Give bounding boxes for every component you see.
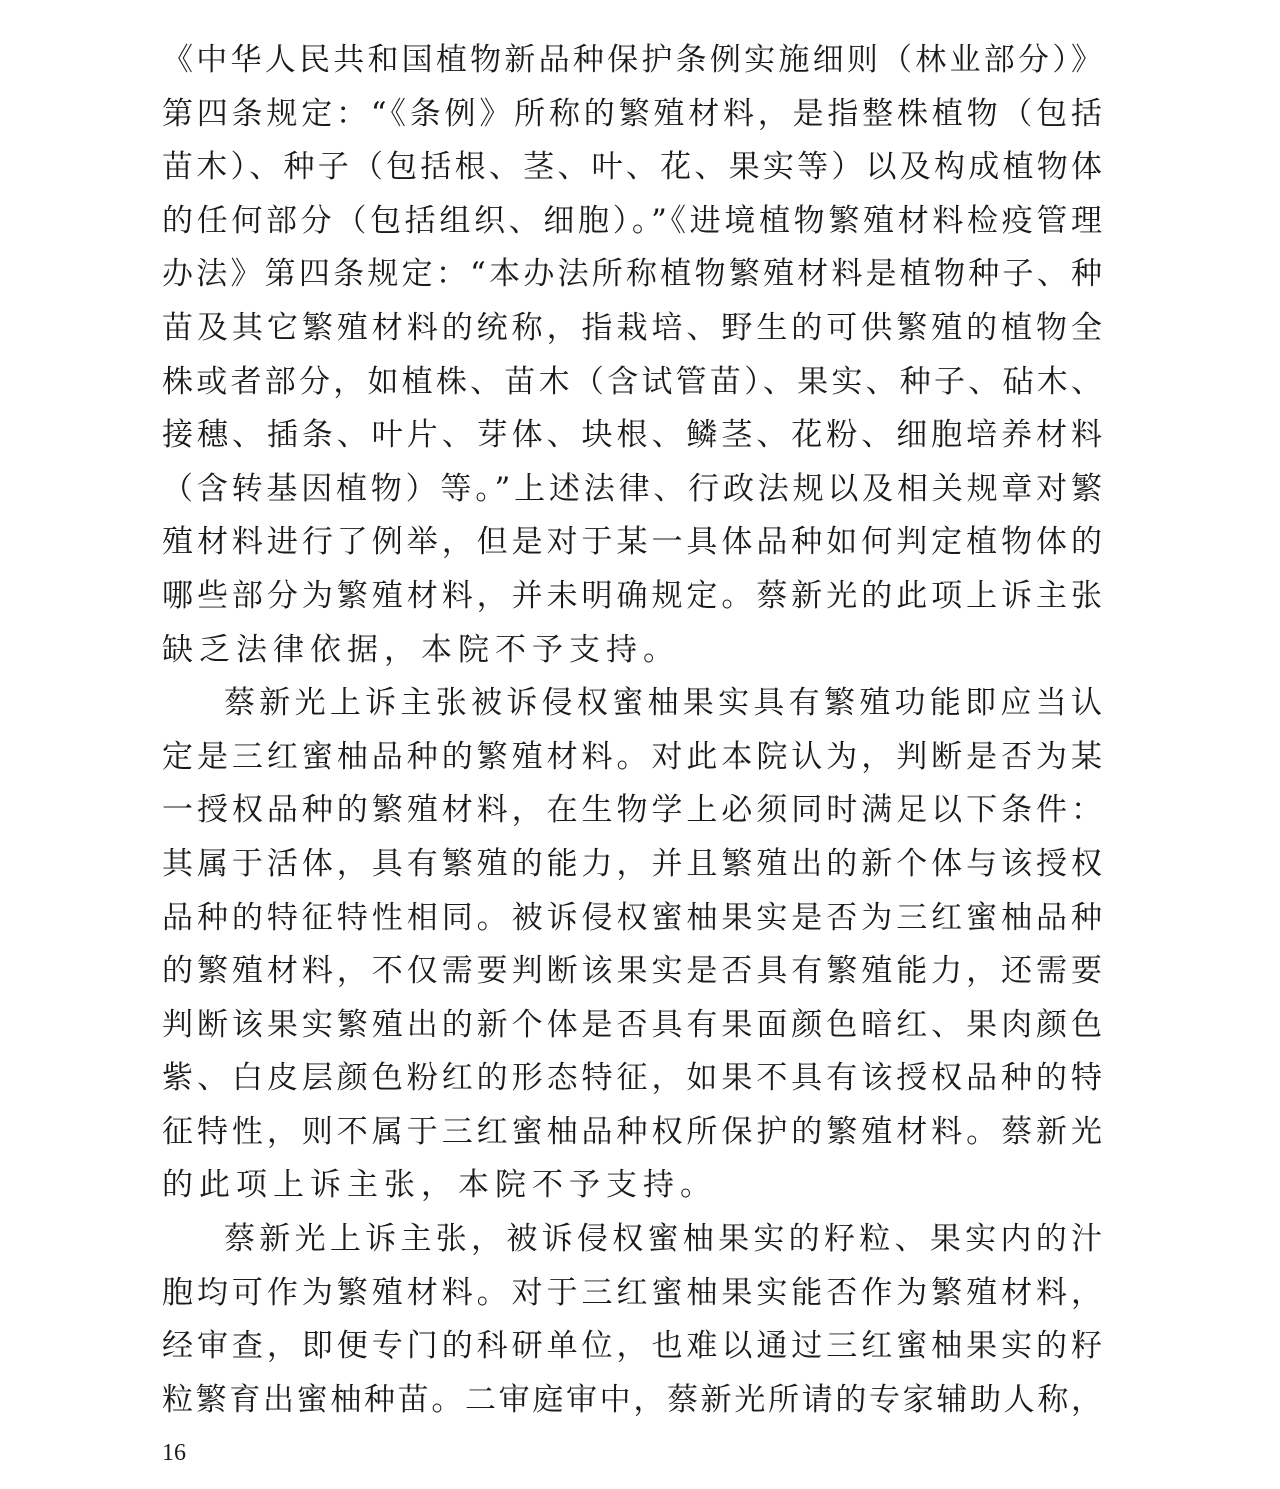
text-line: 接穗、插条、叶片、芽体、块根、鳞茎、花粉、细胞培养材料: [162, 417, 1102, 454]
text-line: 胞均可作为繁殖材料。对于三红蜜柚果实能否作为繁殖材料，: [162, 1274, 1102, 1311]
text-line: 哪些部分为繁殖材料，并未明确规定。蔡新光的此项上诉主张: [162, 577, 1102, 614]
text-line: 《中华人民共和国植物新品种保护条例实施细则（林业部分）》: [162, 42, 1102, 78]
text-line: 征特性，则不属于三红蜜柚品种权所保护的繁殖材料。蔡新光: [162, 1113, 1102, 1150]
text-line: 经审查，即便专门的科研单位，也难以通过三红蜜柚果实的籽: [162, 1328, 1102, 1365]
text-line: 的任何部分（包括组织、细胞）。”《进境植物繁殖材料检疫管理: [162, 202, 1102, 239]
text-line: 的繁殖材料，不仅需要判断该果实是否具有繁殖能力，还需要: [162, 953, 1102, 990]
body-text: [162, 34, 1102, 1427]
text-line: 办法》第四条规定：“本办法所称植物繁殖材料是植物种子、种: [162, 256, 1102, 293]
text-line: 苗及其它繁殖材料的统称，指栽培、野生的可供繁殖的植物全: [162, 309, 1102, 346]
text-line: （含转基因植物）等。”上述法律、行政法规以及相关规章对繁: [162, 470, 1102, 507]
text-line: 紫、白皮层颜色粉红的形态特征，如果不具有该授权品种的特: [162, 1060, 1102, 1097]
text-line: 定是三红蜜柚品种的繁殖材料。对此本院认为，判断是否为某: [162, 738, 1102, 775]
text-line: 殖材料进行了例举，但是对于某一具体品种如何判定植物体的: [162, 524, 1102, 561]
text-line: 的此项上诉主张，本院不予支持。: [162, 1167, 717, 1204]
text-line: 品种的特征特性相同。被诉侵权蜜柚果实是否为三红蜜柚品种: [162, 899, 1102, 936]
text-line: 其属于活体，具有繁殖的能力，并且繁殖出的新个体与该授权: [162, 845, 1102, 882]
text-line: 株或者部分，如植株、苗木（含试管苗）、果实、种子、砧木、: [162, 363, 1102, 400]
text-line: 判断该果实繁殖出的新个体是否具有果面颜色暗红、果肉颜色: [162, 1006, 1102, 1043]
text-line: 一授权品种的繁殖材料，在生物学上必须同时满足以下条件：: [162, 792, 1102, 829]
text-line: 缺乏法律依据，本院不予支持。: [162, 631, 680, 668]
text-line: 蔡新光上诉主张被诉侵权蜜柚果实具有繁殖功能即应当认: [224, 685, 1102, 722]
text-line: 苗木）、种子（包括根、茎、叶、花、果实等）以及构成植物体: [162, 149, 1102, 186]
text-line: 第四条规定：“《条例》所称的繁殖材料，是指整株植物（包括: [162, 95, 1102, 132]
page-number: 16: [162, 1440, 186, 1466]
text-line: 粒繁育出蜜柚种苗。二审庭审中，蔡新光所请的专家辅助人称，: [162, 1381, 1102, 1418]
text-line: 蔡新光上诉主张，被诉侵权蜜柚果实的籽粒、果实内的汁: [224, 1221, 1102, 1258]
